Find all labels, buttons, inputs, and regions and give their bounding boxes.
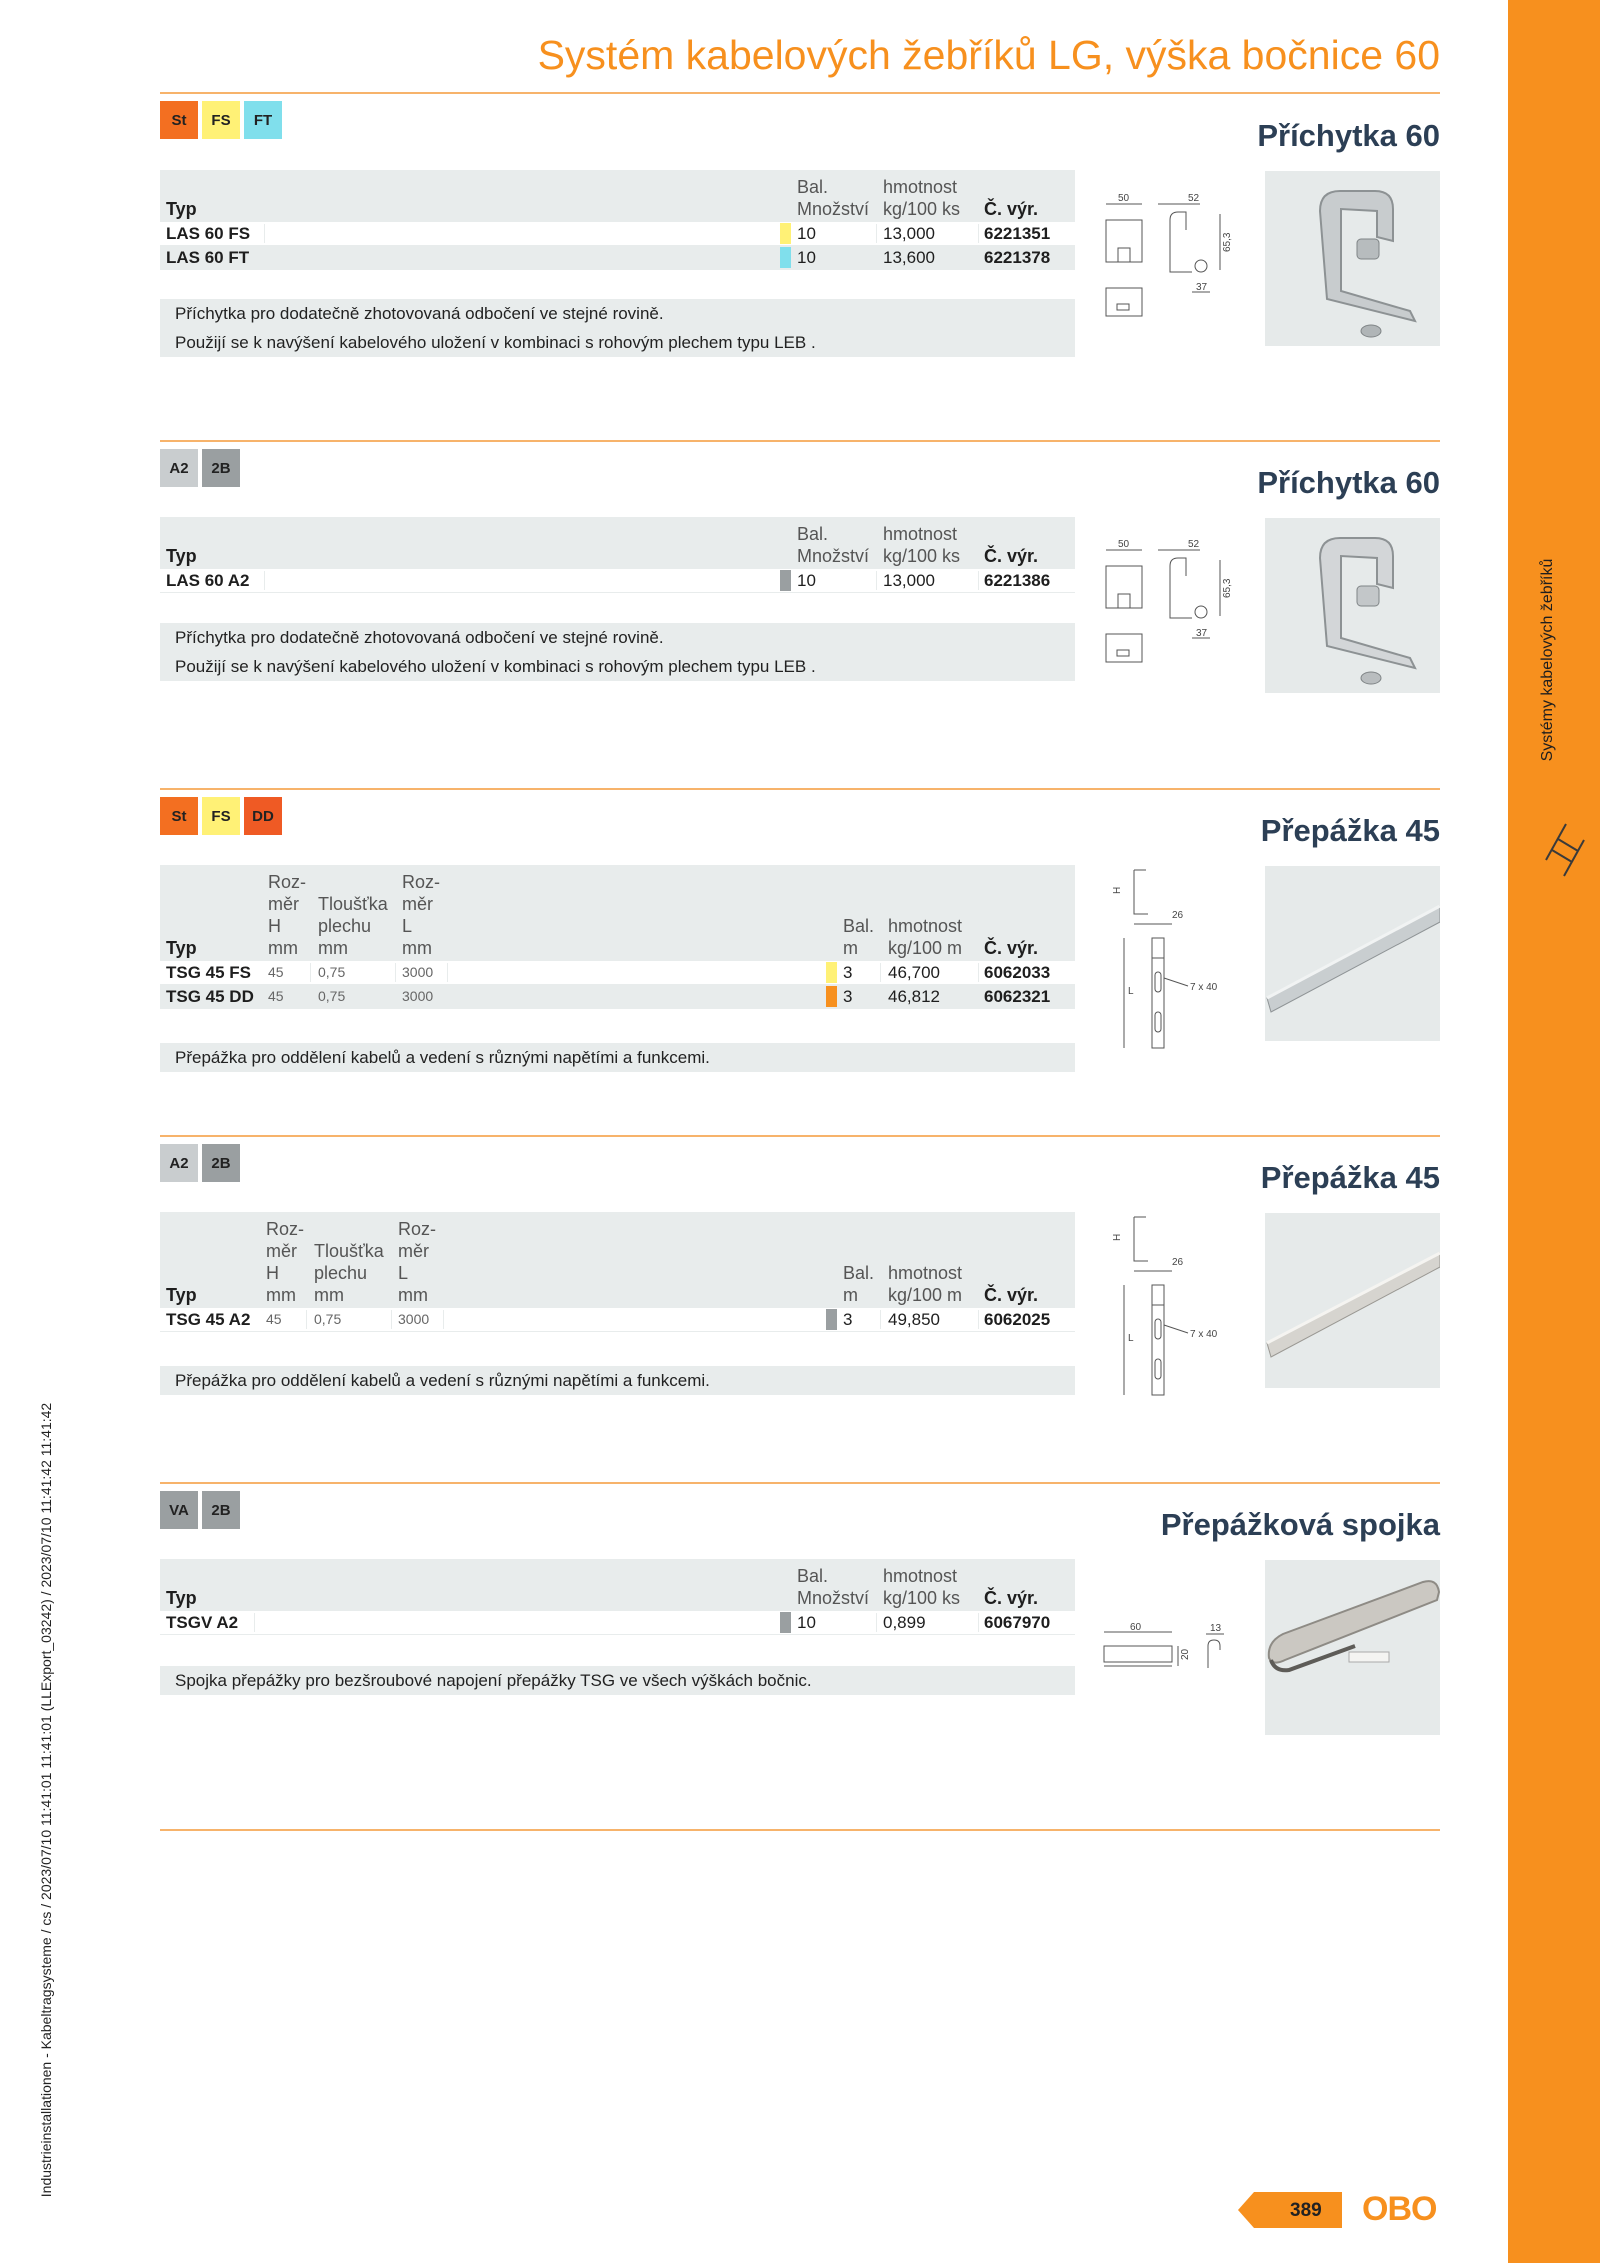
finish-color-bar [826,1309,837,1330]
divider-technical-drawing [1112,1213,1242,1403]
row-article: 6221386 [984,571,1051,590]
clip-technical-drawing [1100,536,1250,681]
product-table [160,517,1075,593]
row-thickness: 0,75 [314,1311,342,1327]
material-badges [160,797,282,835]
col-thickness: plechu [318,916,372,936]
product-description [160,1666,1075,1695]
section-rule [160,1482,1440,1484]
row-h: 45 [268,964,284,980]
section-title: Příchytka 60 [1257,465,1440,500]
col-h: H [268,916,281,936]
badge-va: VA [160,1491,198,1529]
col-h: H [266,1263,279,1283]
badge-dd: DD [244,797,282,835]
row-bal: 10 [797,224,816,243]
row-article: 6062033 [984,963,1051,982]
row-bal: 10 [797,248,816,267]
obo-logo: OBO [1362,2190,1437,2228]
description-line: Spojka přepážky pro bezšroubové napojení přepážky TSG ve všech výškách bočnic. [175,1671,812,1690]
table-row [160,1308,1075,1332]
page-title: Systém kabelových žebříků LG, výška bočnice 60 [537,32,1440,78]
product-photo [1265,518,1440,693]
row-weight: 46,812 [888,987,940,1006]
finish-color-bar [780,570,791,591]
dim-width: 50 [1118,539,1130,550]
product-table [160,170,1075,270]
dim-slots: 7 x 40 [1190,1329,1218,1340]
section-title: Příchytka 60 [1257,118,1440,153]
material-badges [160,1144,240,1182]
row-article: 6221351 [984,224,1051,243]
row-typ: TSG 45 FS [166,963,252,982]
badge-fs: FS [202,101,240,139]
row-bal: 3 [843,1310,853,1329]
material-badges [160,101,282,139]
dim-depth: 37 [1196,282,1208,293]
clip-photo-icon [1265,518,1440,693]
row-weight: 46,700 [888,963,940,982]
dim-length: 52 [1188,193,1200,204]
col-weight-unit: kg/100 m [888,1285,963,1305]
col-bal: Bal. [843,1263,875,1283]
export-meta-text: Industrieinstallationen - Kabeltragsysteme / cs / 2023/07/10 11:41:01 11:41:01 (LLExport_03242) / 2023/07/10 11:41:42 11:41:42 [38,1402,54,2198]
badge-st: St [160,101,198,139]
clip-photo-icon [1265,171,1440,346]
description-line: Příchytka pro dodatečně zhotovovaná odbočení ve stejné rovině. [175,628,664,647]
material-badges [160,1491,240,1529]
col-bal-unit: Množství [797,1588,870,1608]
finish-color-bar [826,962,837,983]
col-typ: Typ [166,1285,197,1305]
divider-technical-drawing [1112,866,1242,1056]
col-weight-unit: kg/100 ks [883,199,961,219]
row-h: 45 [268,988,284,1004]
badge-st: St [160,797,198,835]
product-description [160,623,1075,681]
table-header [160,170,1075,222]
badge-ft: FT [244,101,282,139]
col-h: mm [268,938,298,958]
row-article: 6067970 [984,1613,1051,1632]
col-h: Roz- [268,872,307,892]
table-row [160,569,1075,593]
dim-height: 65,3 [1222,232,1233,252]
row-l: 3000 [402,964,434,980]
orange-sidebar [1508,0,1600,2263]
product-description [160,1366,1075,1395]
col-article: Č. výr. [984,1285,1039,1305]
table-header [160,517,1075,569]
col-l: L [402,916,413,936]
section-rule [160,440,1440,442]
col-l: mm [398,1285,428,1305]
divider-photo-icon [1265,866,1440,1041]
product-photo [1265,1213,1440,1388]
col-weight-unit: kg/100 ks [883,546,961,566]
dim-height: 20 [1180,1648,1191,1660]
col-weight: hmotnost [888,1263,963,1283]
col-thickness: mm [318,938,348,958]
divider-photo-icon [1265,1213,1440,1388]
row-weight: 49,850 [888,1310,940,1329]
col-thickness: plechu [314,1263,368,1283]
product-table [160,1559,1075,1635]
table-header [160,1212,1075,1308]
description-line: Přepážka pro oddělení kabelů a vedení s různými napětími a funkcemi. [175,1371,710,1390]
table-row [160,985,1075,1009]
connector-technical-drawing [1100,1620,1240,1680]
sidebar-label: Systémy kabelových žebříků [1539,558,1556,762]
row-weight: 13,000 [883,571,935,590]
col-article: Č. výr. [984,938,1039,958]
col-weight: hmotnost [883,1566,958,1586]
table-row [160,961,1075,985]
finish-color-bar [780,1612,791,1633]
section-title: Přepážka 45 [1260,813,1440,848]
col-h: Roz- [266,1219,305,1239]
dim-length: 52 [1188,539,1200,550]
col-typ: Typ [166,1588,197,1608]
row-weight: 0,899 [883,1613,926,1632]
row-article: 6062025 [984,1310,1051,1329]
col-l: Roz- [402,872,441,892]
col-article: Č. výr. [984,199,1039,219]
col-weight: hmotnost [883,177,958,197]
col-article: Č. výr. [984,546,1039,566]
dim-height: 65,3 [1222,578,1233,598]
col-bal: Bal. [797,1566,829,1586]
product-photo [1265,1560,1440,1735]
row-thickness: 0,75 [318,988,346,1004]
table-row [160,1611,1075,1635]
badge-a2: A2 [160,449,198,487]
dim-width: 50 [1118,193,1130,204]
row-article: 6062321 [984,987,1051,1006]
badge-2b: 2B [202,1144,240,1182]
table-row [160,246,1075,270]
row-typ: TSGV A2 [166,1613,239,1632]
dim-h: H [1112,886,1123,894]
col-typ: Typ [166,938,197,958]
cable-ladder-icon [1538,820,1592,880]
dim-l: L [1128,986,1134,997]
col-typ: Typ [166,199,197,219]
connector-photo-icon [1265,1560,1440,1735]
product-photo [1265,171,1440,346]
row-l: 3000 [398,1311,430,1327]
dim-slots: 7 x 40 [1190,982,1218,993]
product-table [160,865,1075,1009]
section-title: Přepážka 45 [1260,1160,1440,1195]
badge-fs: FS [202,797,240,835]
dim-depth: 37 [1196,628,1208,639]
col-weight-unit: kg/100 m [888,938,963,958]
section-title: Přepážková spojka [1160,1507,1440,1542]
finish-color-bar [826,986,837,1007]
col-bal: Bal. [797,524,829,544]
row-typ: TSG 45 A2 [166,1310,251,1329]
table-header [160,865,1075,961]
col-bal-unit: Množství [797,546,870,566]
clip-technical-drawing [1100,190,1250,335]
table-header [160,1559,1075,1611]
col-weight: hmotnost [883,524,958,544]
row-typ: LAS 60 A2 [166,571,250,590]
row-typ: LAS 60 FS [166,224,251,243]
dim-width: 26 [1172,910,1184,921]
row-h: 45 [266,1311,282,1327]
col-h: měr [268,894,299,914]
col-h: mm [266,1285,296,1305]
bottom-rule [160,1829,1440,1831]
product-table [160,1212,1075,1332]
section-rule [160,1135,1440,1137]
col-bal-unit: m [843,1285,858,1305]
section-rule [160,788,1440,790]
col-l: L [398,1263,409,1283]
row-bal: 3 [843,963,853,982]
row-thickness: 0,75 [318,964,346,980]
col-weight-unit: kg/100 ks [883,1588,961,1608]
finish-color-bar [780,223,791,244]
col-bal-unit: m [843,938,858,958]
row-bal: 10 [797,571,816,590]
col-l: měr [398,1241,429,1261]
row-typ: LAS 60 FT [166,248,250,267]
col-bal: Bal. [797,177,829,197]
row-bal: 10 [797,1613,816,1632]
description-line: Použijí se k navýšení kabelového uložení v kombinaci s rohovým plechem typu LEB . [175,333,816,352]
dim-length: 60 [1130,1622,1142,1633]
row-article: 6221378 [984,248,1051,267]
product-description [160,299,1075,357]
col-bal: Bal. [843,916,875,936]
col-thickness: Tloušťka [314,1241,384,1261]
col-bal-unit: Množství [797,199,870,219]
dim-width: 26 [1172,1257,1184,1268]
col-thickness: Tloušťka [318,894,388,914]
row-bal: 3 [843,987,853,1006]
title-rule [160,92,1440,94]
col-l: měr [402,894,433,914]
col-weight: hmotnost [888,916,963,936]
description-line: Použijí se k navýšení kabelového uložení v kombinaci s rohovým plechem typu LEB . [175,657,816,676]
badge-2b: 2B [202,449,240,487]
dim-width: 13 [1210,1623,1222,1634]
badge-2b: 2B [202,1491,240,1529]
col-typ: Typ [166,546,197,566]
badge-a2: A2 [160,1144,198,1182]
row-weight: 13,000 [883,224,935,243]
product-photo [1265,866,1440,1041]
description-line: Příchytka pro dodatečně zhotovovaná odbočení ve stejné rovině. [175,304,664,323]
product-description [160,1043,1075,1072]
col-article: Č. výr. [984,1588,1039,1608]
page-number: 389 [1290,2200,1322,2221]
col-h: měr [266,1241,297,1261]
dim-h: H [1112,1233,1123,1241]
row-weight: 13,600 [883,248,935,267]
finish-color-bar [780,247,791,268]
col-thickness: mm [314,1285,344,1305]
table-row [160,222,1075,246]
col-l: mm [402,938,432,958]
description-line: Přepážka pro oddělení kabelů a vedení s různými napětími a funkcemi. [175,1048,710,1067]
dim-l: L [1128,1333,1134,1344]
row-typ: TSG 45 DD [166,987,254,1006]
row-l: 3000 [402,988,434,1004]
col-l: Roz- [398,1219,437,1239]
material-badges [160,449,240,487]
